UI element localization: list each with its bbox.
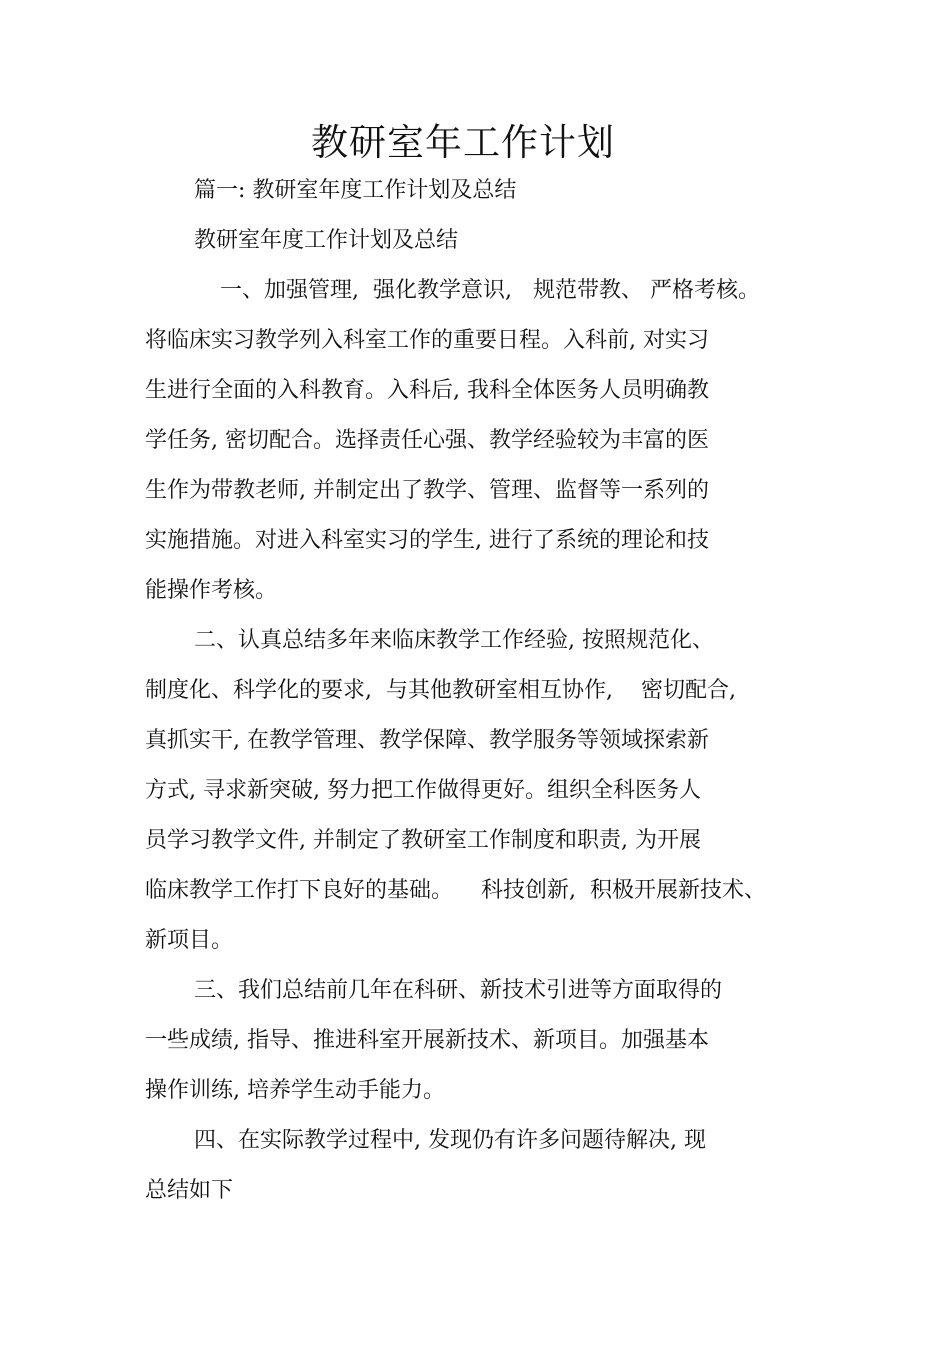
paragraph-line: 方式, 寻求新突破, 努力把工作做得更好。组织全科医务人 <box>145 778 701 803</box>
subheading: 教研室年度工作计划及总结 <box>194 228 459 253</box>
section-heading: 篇一: 教研室年度工作计划及总结 <box>194 178 517 203</box>
paragraph-line: 能操作考核。 <box>145 578 278 603</box>
paragraph-line: 临床教学工作打下良好的基础。 科技创新, 积极开展新技术、 <box>145 878 766 903</box>
document-title: 教研室年工作计划 <box>311 121 615 164</box>
paragraph-line: 四、在实际教学过程中, 发现仍有许多问题待解决, 现 <box>194 1128 706 1153</box>
paragraph-line: 制度化、科学化的要求, 与其他教研室相互协作, 密切配合, <box>145 678 736 703</box>
paragraph-line: 总结如下 <box>145 1178 234 1203</box>
paragraph-line: 实施措施。对进入科室实习的学生, 进行了系统的理论和技 <box>145 528 709 553</box>
paragraph-line: 学任务, 密切配合。选择责任心强、教学经验较为丰富的医 <box>145 428 709 453</box>
paragraph-line: 将临床实习教学列入科室工作的重要日程。入科前, 对实习 <box>145 328 709 353</box>
paragraph-line: 操作训练, 培养学生动手能力。 <box>145 1078 445 1103</box>
paragraph-line: 三、我们总结前几年在科研、新技术引进等方面取得的 <box>194 978 723 1003</box>
paragraph-line: 生作为带教老师, 并制定出了教学、管理、监督等一系列的 <box>145 478 709 503</box>
paragraph-line: 真抓实干, 在教学管理、教学保障、教学服务等领域探索新 <box>145 728 709 753</box>
paragraph-line: 生进行全面的入科教育。入科后, 我科全体医务人员明确教 <box>145 378 709 403</box>
paragraph-line: 一、加强管理, 强化教学意识, 规范带教、 严格考核。 <box>220 278 760 303</box>
paragraph-line: 二、认真总结多年来临床教学工作经验, 按照规范化、 <box>194 628 714 653</box>
paragraph-line: 一些成绩, 指导、推进科室开展新技术、新项目。加强基本 <box>145 1028 709 1053</box>
paragraph-line: 新项目。 <box>145 928 234 953</box>
paragraph-line: 员学习教学文件, 并制定了教研室工作制度和职责, 为开展 <box>145 828 701 853</box>
